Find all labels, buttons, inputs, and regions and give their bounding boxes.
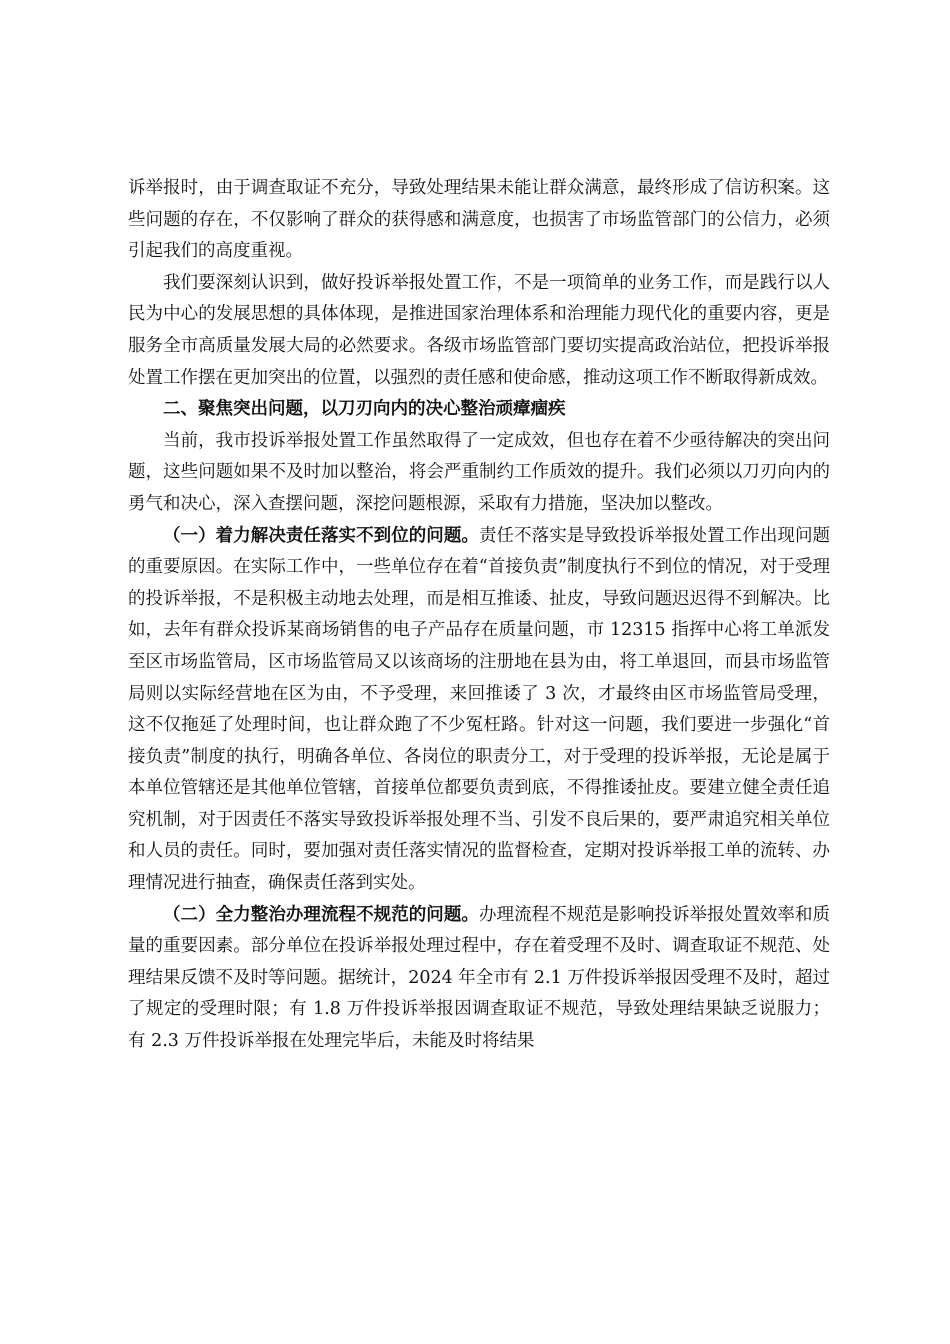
subheading-responsibility: （一）着力解决责任落实不到位的问题。 bbox=[163, 525, 479, 546]
paragraph-current-problems: 当前，我市投诉举报处置工作虽然取得了一定成效，但也存在着不少亟待解决的突出问题，这些问题如果不及时加以整治，将会严重制约工作质效的提升。我们必须以刀刃向内的勇气和决心，深入查摆问题，深挖问题根源，采取有力措施，坚决加以整改。 bbox=[128, 430, 830, 514]
document-body bbox=[128, 173, 830, 1058]
paragraph-continuation: 诉举报时，由于调查取证不充分，导致处理结果未能让群众满意，最终形成了信访积案。这些问题的存在，不仅影响了群众的获得感和满意度，也损害了市场监管部门的公信力，必须引起我们的高度重视。 bbox=[128, 178, 830, 262]
section-heading-two: 二、聚焦突出问题，以刀刃向内的决心整治顽瘴痼疾 bbox=[163, 399, 566, 420]
paragraph-process bbox=[128, 900, 830, 1058]
subheading-process: （二）全力整治办理流程不规范的问题。 bbox=[163, 904, 479, 925]
paragraph-process-text: 办理流程不规范是影响投诉举报处置效率和质量的重要因素。部分单位在投诉举报处理过程中，存在着受理不及时、调查取证不规范、处理结果反馈不及时等问题。据统计，2024 年全市有 2.1 万件投诉举报因受理不及时，超过了规定的受理时限；有 1.8 万件投诉举报因调查取证不规范，导致处理结果缺乏说服力；有 2.3 万件投诉举报在处理完毕后，未能及时将结果 bbox=[128, 904, 831, 1052]
paragraph-importance: 我们要深刻认识到，做好投诉举报处置工作，不是一项简单的业务工作，而是践行以人民为中心的发展思想的具体体现，是推进国家治理体系和治理能力现代化的重要内容，更是服务全市高质量发展大局的必然要求。各级市场监管部门要切实提高政治站位，把投诉举报处置工作摆在更加突出的位置，以强烈的责任感和使命感，推动这项工作不断取得新成效。 bbox=[128, 272, 830, 388]
paragraph-responsibility bbox=[128, 521, 830, 900]
paragraph-responsibility-text: 责任不落实是导致投诉举报处置工作出现问题的重要原因。在实际工作中，一些单位存在着“首接负责”制度执行不到位的情况，对于受理的投诉举报，不是积极主动地去处理，而是相互推诿、扯皮，导致问题迟迟得不到解决。比如，去年有群众投诉某商场销售的电子产品存在质量问题，市 12315 指挥中心将工单派发至区市场监管局，区市场监管局又以该商场的注册地在县为由，将工单退回，而县市场监管局则以实际经营地在区为由，不予受理，来回推诿了 3 次，才最终由区市场监管局受理，这不仅拖延了处理时间，也让群众跑了不少冤枉路。针对这一问题，我们要进一步强化“首接负责”制度的执行，明确各单位、各岗位的职责分工，对于受理的投诉举报，无论是属于本单位管辖还是其他单位管辖，首接单位都要负责到底，不得推诿扯皮。要建立健全责任追究机制，对于因责任不落实导致投诉举报处理不当、引发不良后果的，要严肃追究相关单位和人员的责任。同时，要加强对责任落实情况的监督检查，定期对投诉举报工单的流转、办理情况进行抽查，确保责任落到实处。 bbox=[128, 525, 831, 894]
